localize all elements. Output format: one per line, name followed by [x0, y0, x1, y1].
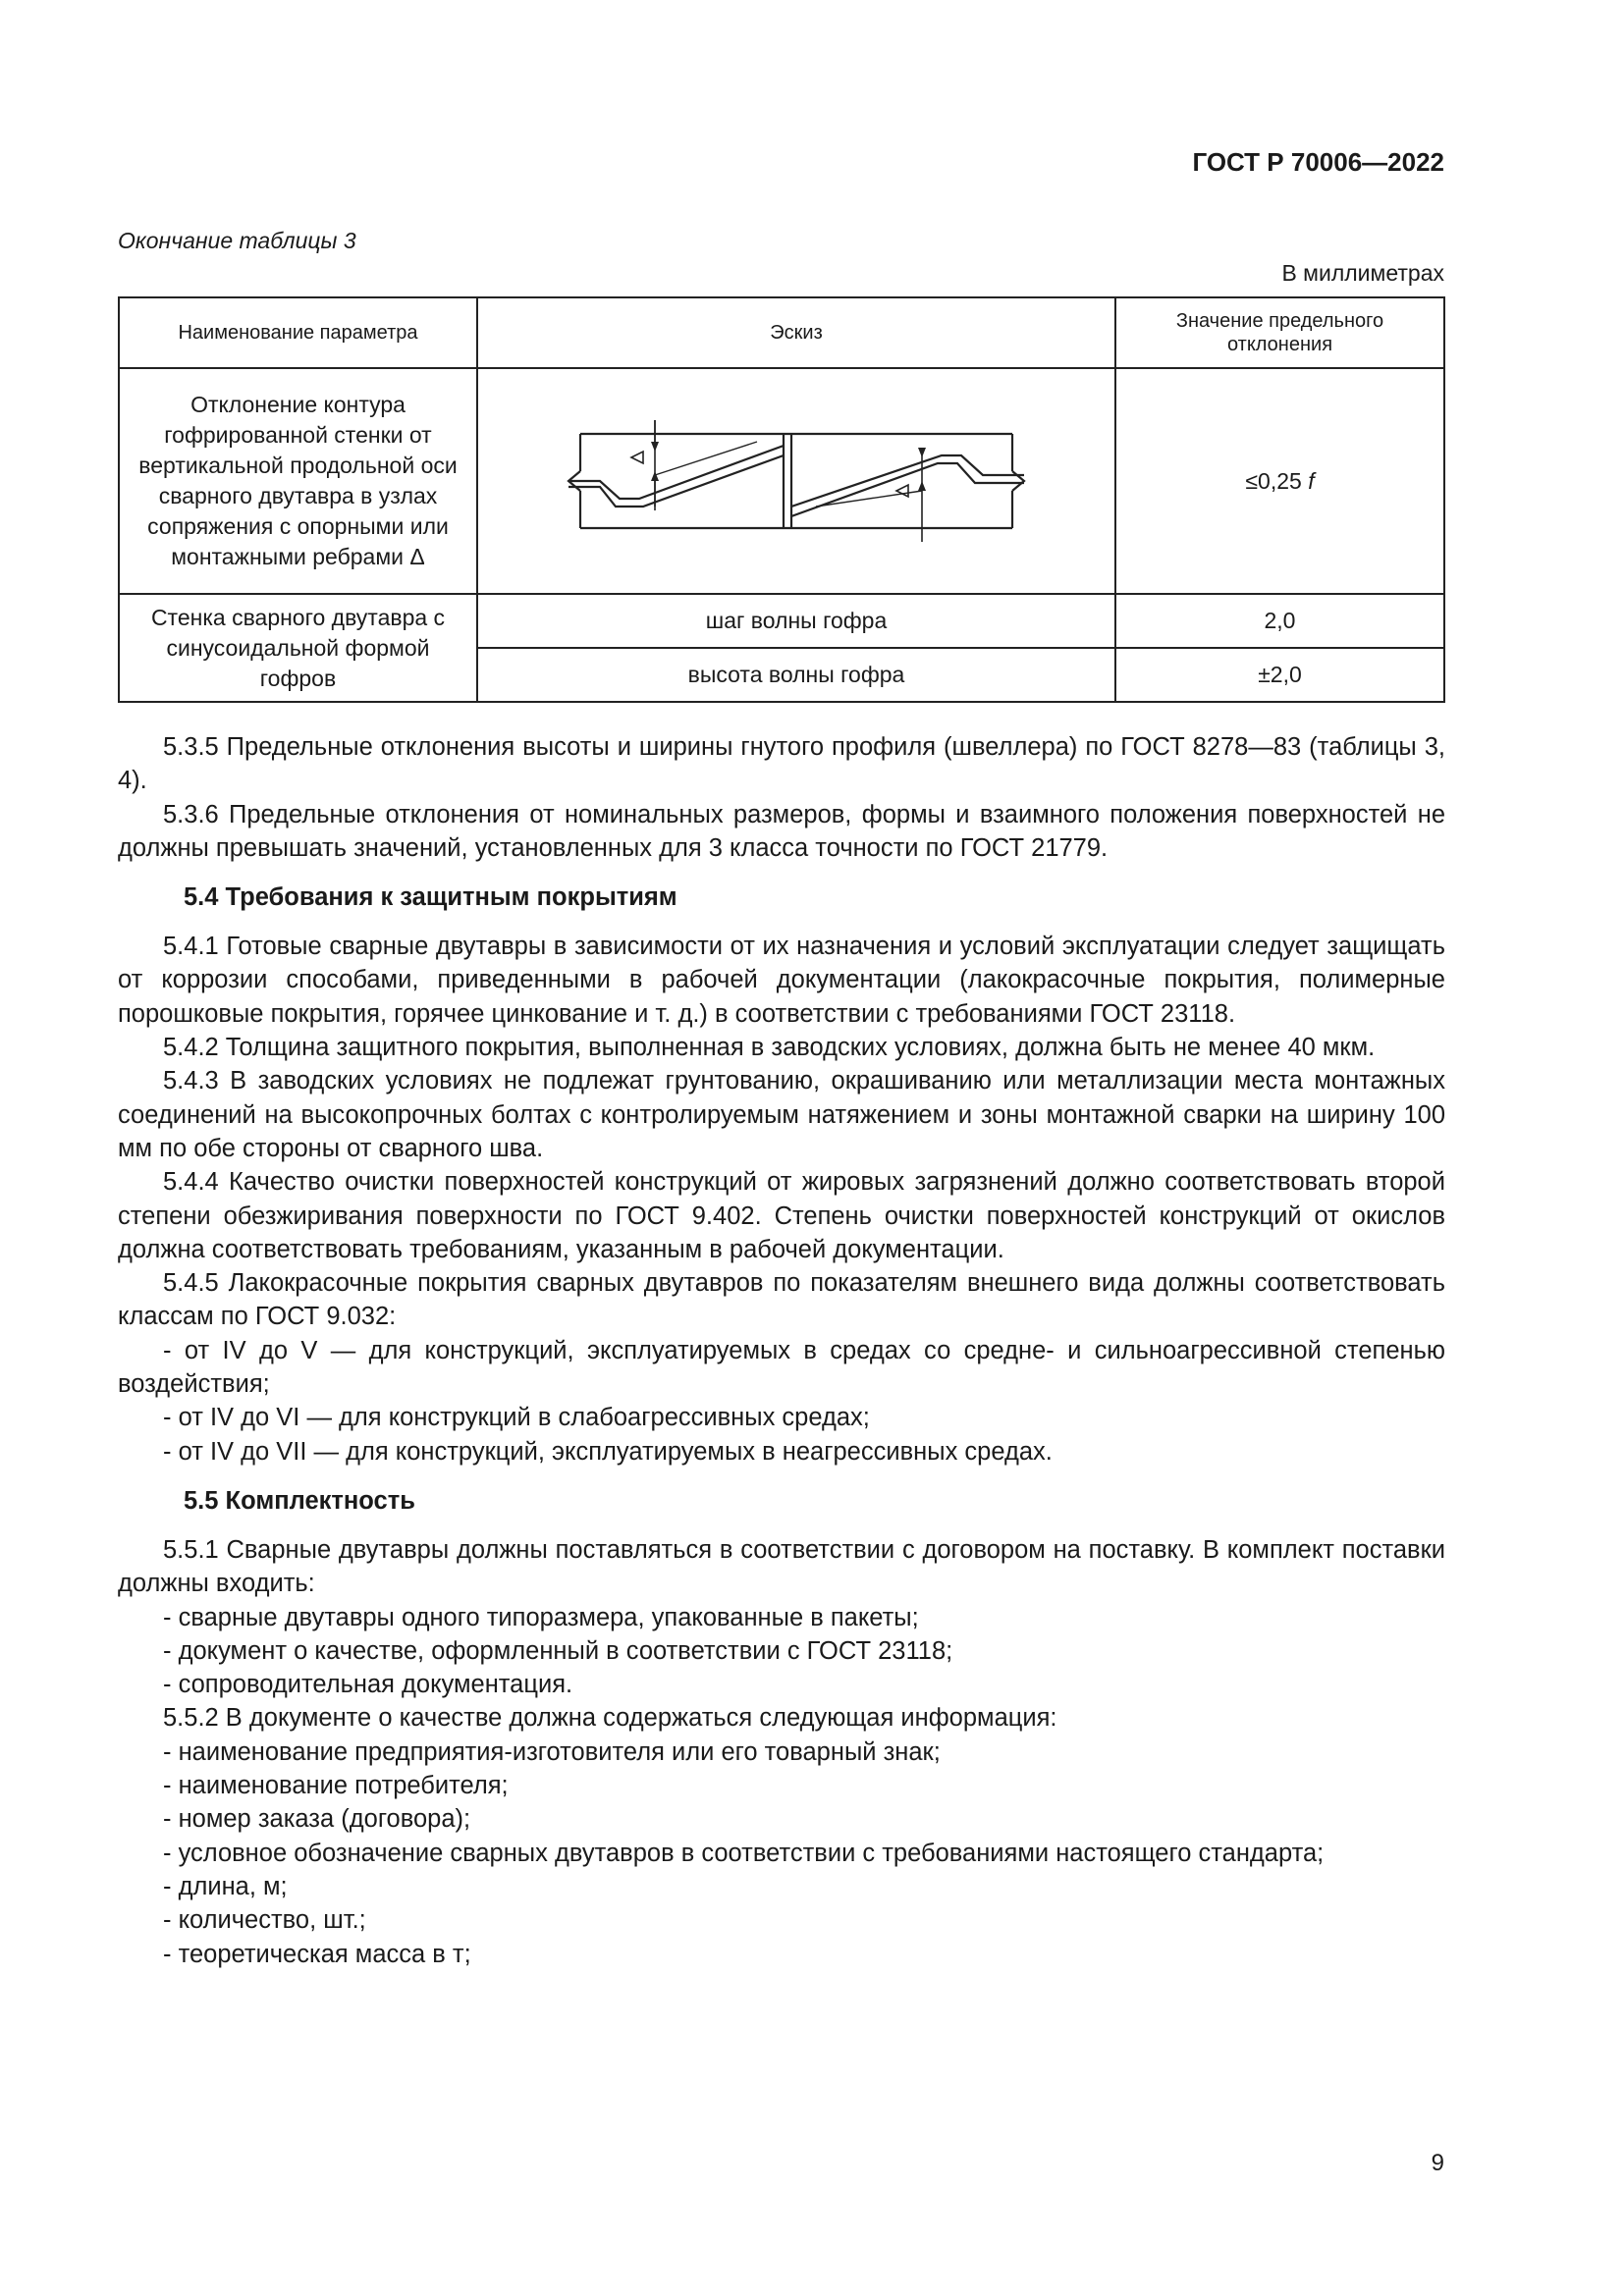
deviation-table	[118, 296, 1445, 703]
list-item: - длина, м;	[163, 1872, 288, 1900]
paragraph: 5.5.2 В документе о качестве должна содержаться следующая информация:	[163, 1704, 1057, 1733]
list-item: - сварные двутавры одного типоразмера, упакованные в пакеты;	[163, 1603, 919, 1631]
param-text: Стенка сварного двутавра с синусоидальной формой гофров	[150, 604, 446, 691]
list-item: - наименование предприятия-изготовителя или его товарный знак;	[163, 1737, 941, 1766]
page-number: 9	[1431, 2150, 1444, 2176]
paragraph: 5.4.1 Готовые сварные двутавры в зависимости от их назначения и условий эксплуатации следует защищать от коррозии способами, приведенными в рабочей документации (лакокрасочные покрытия, полимерные порошковые покрытия, горячее цинкование и т. д.) в соответствии с требованиями ГОСТ 23118.	[118, 933, 1445, 1028]
document-body	[118, 730, 1445, 1971]
corrugated-web-sketch	[561, 412, 1032, 550]
paragraph: 5.4.2 Толщина защитного покрытия, выполненная в заводских условиях, должна быть не менее 40 мкм.	[163, 1034, 1376, 1062]
paragraph: 5.5.1 Сварные двутавры должны поставляться в соответствии с договором на поставку. В комплект поставки должны входить:	[118, 1535, 1445, 1598]
list-item: - от IV до VI — для конструкций в слабоагрессивных средах;	[163, 1404, 870, 1432]
paragraph: 5.4.3 В заводских условиях не подлежат грунтованию, окрашиванию или металлизации места монтажных соединений на высокопрочных болтах с контролируемым натяжением и зоны монтажной сварки на ширину 100 мм по обе стороны от сварного шва.	[118, 1067, 1445, 1162]
param-cell	[119, 594, 477, 702]
paragraph: 5.3.6 Предельные отклонения от номинальных размеров, формы и взаимного положения поверхностей не должны превышать значений, установленных для 3 класса точности по ГОСТ 21779.	[118, 800, 1445, 862]
sub-cell: шаг волны гофра	[477, 594, 1115, 648]
value-cell: ±2,0	[1115, 648, 1444, 702]
value-cell: 2,0	[1115, 594, 1444, 648]
col-header-param: Наименование параметра	[119, 297, 477, 368]
section-heading: 5.5 Комплектность	[184, 1486, 415, 1515]
table-row	[119, 368, 1444, 594]
col-header-value	[1115, 297, 1444, 368]
value-text: ≤0,25	[1245, 467, 1302, 494]
list-item: - от IV до V — для конструкций, эксплуатируемых в средах со средне- и сильноагрессивной степенью воздействия;	[118, 1336, 1445, 1399]
table-header-row	[119, 297, 1444, 368]
sub-cell: высота волны гофра	[477, 648, 1115, 702]
table-caption: Окончание таблицы 3	[118, 228, 356, 253]
list-item: - теоретическая масса в т;	[163, 1940, 471, 1968]
list-item: - документ о качестве, оформленный в соответствии с ГОСТ 23118;	[163, 1636, 953, 1665]
param-text: Отклонение контура гофрированной стенки от вертикальной продольной оси сварного двутавра в узлах сопряжения с опорными или монтажными ребрами Δ	[138, 392, 458, 569]
paragraph: 5.4.5 Лакокрасочные покрытия сварных двутавров по показателям внешнего вида должны соответствовать классам по ГОСТ 9.032:	[118, 1269, 1445, 1331]
col-header-sketch: Эскиз	[477, 297, 1115, 368]
section-heading: 5.4 Требования к защитным покрытиям	[184, 883, 677, 912]
col-header-value-text: Значение предельного отклонения	[1175, 310, 1384, 355]
list-item: - номер заказа (договора);	[163, 1805, 471, 1834]
value-cell	[1115, 368, 1444, 594]
table-row	[119, 594, 1444, 648]
param-cell	[119, 368, 477, 594]
list-item: - наименование потребителя;	[163, 1772, 509, 1800]
sketch-cell	[477, 368, 1115, 594]
paragraph: 5.3.5 Предельные отклонения высоты и ширины гнутого профиля (швеллера) по ГОСТ 8278—83 (таблицы 3, 4).	[118, 733, 1445, 795]
paragraph: 5.4.4 Качество очистки поверхностей конструкций от жировых загрязнений должно соответствовать второй степени обезжиривания поверхности по ГОСТ 9.402. Степень очистки поверхностей конструкций от окислов должна соответствовать требованиям, указанным в рабочей документации.	[118, 1168, 1445, 1263]
standard-code: ГОСТ Р 70006—2022	[1192, 147, 1444, 177]
table-units: В миллиметрах	[1281, 260, 1444, 286]
list-item: - количество, шт.;	[163, 1906, 366, 1935]
value-symbol: f	[1308, 467, 1315, 494]
list-item: - от IV до VII — для конструкций, эксплуатируемых в неагрессивных средах.	[163, 1437, 1053, 1466]
list-item: - сопроводительная документация.	[163, 1671, 573, 1699]
list-item: - условное обозначение сварных двутавров в соответствии с требованиями настоящего стандарта;	[163, 1839, 1325, 1867]
